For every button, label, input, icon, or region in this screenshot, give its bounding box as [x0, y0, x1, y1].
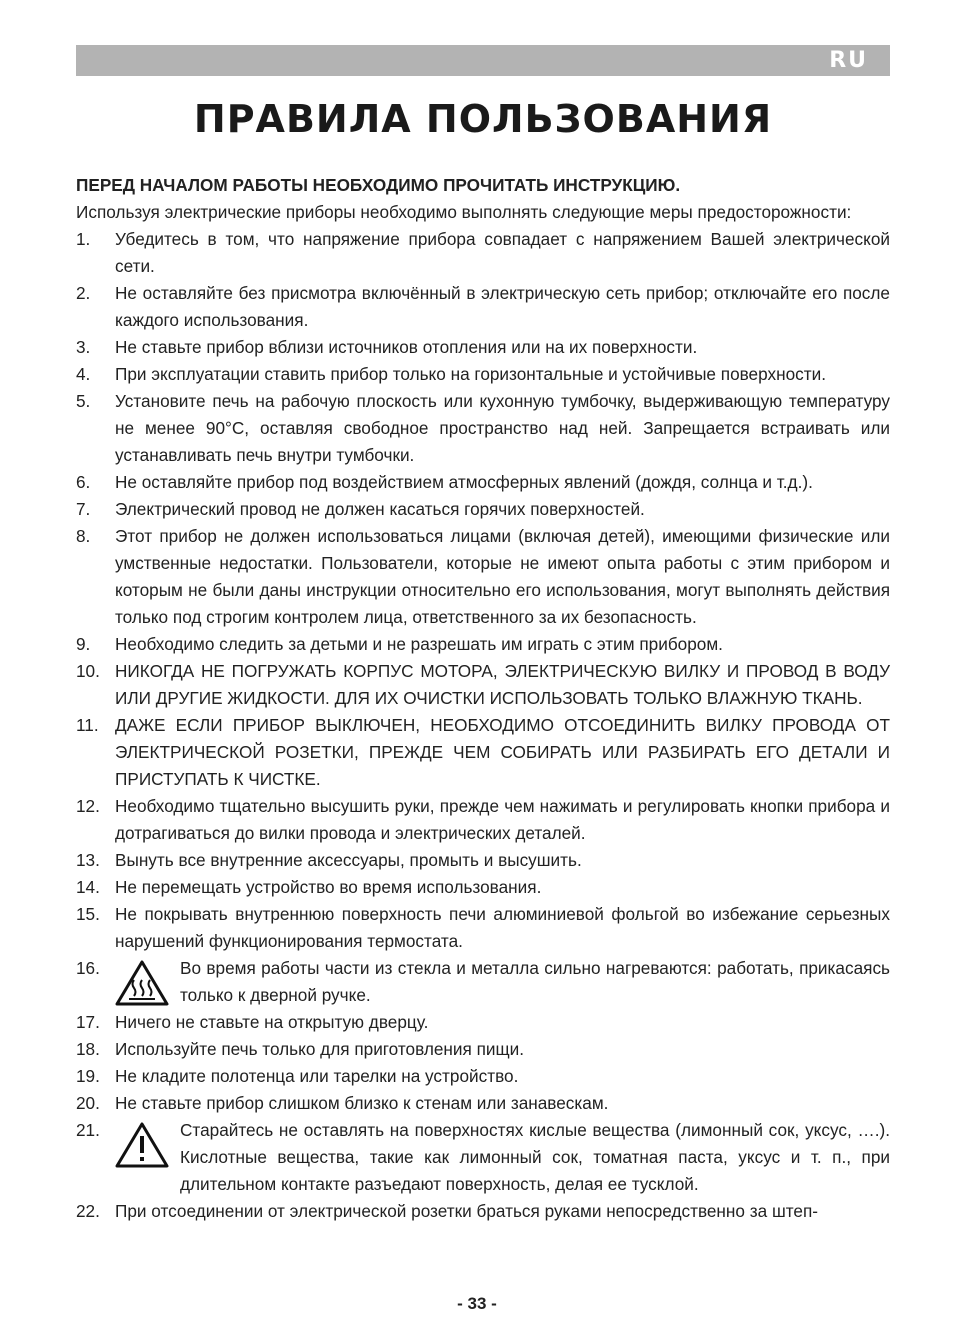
safety-rules-list: [76, 226, 890, 1225]
item-number: 19.: [76, 1066, 100, 1086]
item-number: 2.: [76, 283, 91, 303]
list-item: [76, 631, 890, 658]
item-text: При эксплуатации ставить прибор только на горизонтальные и устойчивые поверхности.: [115, 364, 826, 384]
item-text: Убедитесь в том, что напряжение прибора совпадает с напряжением Вашей электрической сети.: [115, 229, 890, 276]
header-bar: [76, 45, 890, 76]
item-text: Старайтесь не оставлять на поверхностях кислые вещества (лимонный сок, уксус, ….). Кислотные вещества, такие как лимонный сок, томатная паста, уксус и т. п., при длительном контакте разъедают поверхность, делая ее тусклой.: [180, 1120, 890, 1194]
item-text: Не оставляйте без присмотра включённый в электрическую сеть прибор; отключайте его после каждого использования.: [115, 283, 890, 330]
list-item: [76, 280, 890, 334]
list-item: [76, 955, 890, 1009]
item-number: 11.: [76, 715, 99, 735]
item-text: Вынуть все внутренние аксессуары, промыть и высушить.: [115, 850, 582, 870]
list-item: [76, 1090, 890, 1117]
item-text: Не ставьте прибор слишком близко к стенам или занавескам.: [115, 1093, 609, 1113]
item-text: Этот прибор не должен использоваться лицами (включая детей), имеющими физические или умственные недостатки. Пользователи, которые не имеют опыта работы с этим прибором и которым не были даны инструкции относительно его использования, могут выполнять действия только под строгим контролем лица, ответственного за их безопасность.: [115, 526, 890, 627]
list-item: [76, 874, 890, 901]
item-text: При отсоединении от электрической розетки браться руками непосредственно за штеп-: [115, 1201, 819, 1221]
list-item: [76, 658, 890, 712]
list-item: [76, 361, 890, 388]
item-number: 10.: [76, 661, 100, 681]
item-number: 5.: [76, 391, 91, 411]
item-number: 6.: [76, 472, 91, 492]
item-number: 4.: [76, 364, 91, 384]
section-subtitle: ПЕРЕД НАЧАЛОМ РАБОТЫ НЕОБХОДИМО ПРОЧИТАТЬ ИНСТРУКЦИЮ.: [76, 175, 681, 195]
list-item: [76, 793, 890, 847]
item-number: 13.: [76, 850, 100, 870]
item-number: 1.: [76, 229, 91, 249]
list-item: [76, 334, 890, 361]
item-number: 14.: [76, 877, 100, 897]
item-text: Не перемещать устройство во время использования.: [115, 877, 542, 897]
list-item: [76, 1009, 890, 1036]
item-text: Не ставьте прибор вблизи источников отопления или на их поверхности.: [115, 337, 698, 357]
item-number: 18.: [76, 1039, 100, 1059]
list-item: [76, 1063, 890, 1090]
item-text: Установите печь на рабочую плоскость или кухонную тумбочку, выдерживающую температуру не менее 90°С, оставляя свободное пространство над ней. Запрещается встраивать или устанавливать печь внутри тумбочки.: [115, 391, 890, 465]
item-text: Не оставляйте прибор под воздействием атмосферных явлений (дождя, солнца и т.д.).: [115, 472, 813, 492]
list-item: [76, 496, 890, 523]
list-item: [76, 712, 890, 793]
item-number: 16.: [76, 958, 100, 978]
language-label: RU: [829, 48, 868, 73]
list-item: [76, 1198, 890, 1225]
list-item: [76, 847, 890, 874]
item-text: Необходимо следить за детьми и не разрешать им играть с этим прибором.: [115, 634, 723, 654]
item-number: 9.: [76, 634, 91, 654]
list-item: [76, 523, 890, 631]
document-body: [76, 172, 890, 1225]
item-number: 22.: [76, 1201, 100, 1221]
item-number: 7.: [76, 499, 91, 519]
item-number: 20.: [76, 1093, 100, 1113]
page-number: - 33 -: [457, 1294, 497, 1313]
list-item: [76, 469, 890, 496]
page-title: ПРАВИЛА ПОЛЬЗОВАНИЯ: [193, 97, 773, 141]
hot-surface-warning-icon: [114, 959, 170, 1007]
list-item: [76, 388, 890, 469]
item-text: НИКОГДА НЕ ПОГРУЖАТЬ КОРПУС МОТОРА, ЭЛЕКТРИЧЕСКУЮ ВИЛКУ И ПРОВОД В ВОДУ ИЛИ ДРУГИЕ ЖИДКОСТИ. ДЛЯ ИХ ОЧИСТКИ ИСПОЛЬЗОВАТЬ ТОЛЬКО ВЛАЖНУЮ ТКАНЬ.: [115, 661, 890, 708]
list-item: [76, 1117, 890, 1198]
list-item: [76, 901, 890, 955]
caution-warning-icon: [114, 1121, 170, 1169]
list-item: [76, 1036, 890, 1063]
item-number: 17.: [76, 1012, 100, 1032]
item-text: Используйте печь только для приготовления пищи.: [115, 1039, 525, 1059]
list-item: [76, 226, 890, 280]
item-text: Не кладите полотенца или тарелки на устройство.: [115, 1066, 519, 1086]
item-number: 8.: [76, 526, 91, 546]
item-text: Не покрывать внутреннюю поверхность печи алюминиевой фольгой во избежание серьезных нарушений функционирования термостата.: [115, 904, 890, 951]
item-text: Необходимо тщательно высушить руки, прежде чем нажимать и регулировать кнопки прибора и дотрагиваться до вилки провода и электрических деталей.: [115, 796, 890, 843]
item-number: 21.: [76, 1120, 100, 1140]
item-text: Ничего не ставьте на открытую дверцу.: [115, 1012, 429, 1032]
item-number: 12.: [76, 796, 100, 816]
item-text: Электрический провод не должен касаться горячих поверхностей.: [115, 499, 645, 519]
item-number: 3.: [76, 337, 91, 357]
item-text: Во время работы части из стекла и металла сильно нагреваются: работать, прикасаясь только к дверной ручке.: [180, 958, 890, 1005]
item-number: 15.: [76, 904, 100, 924]
intro-paragraph: Используя электрические приборы необходимо выполнять следующие меры предосторожности:: [76, 202, 852, 222]
item-text: ДАЖЕ ЕСЛИ ПРИБОР ВЫКЛЮЧЕН, НЕОБХОДИМО ОТСОЕДИНИТЬ ВИЛКУ ПРОВОДА ОТ ЭЛЕКТРИЧЕСКОЙ РОЗЕТКИ, ПРЕЖДЕ ЧЕМ СОБИРАТЬ ИЛИ РАЗБИРАТЬ ЕГО ДЕТАЛИ И ПРИСТУПАТЬ К ЧИСТКЕ.: [115, 715, 890, 789]
